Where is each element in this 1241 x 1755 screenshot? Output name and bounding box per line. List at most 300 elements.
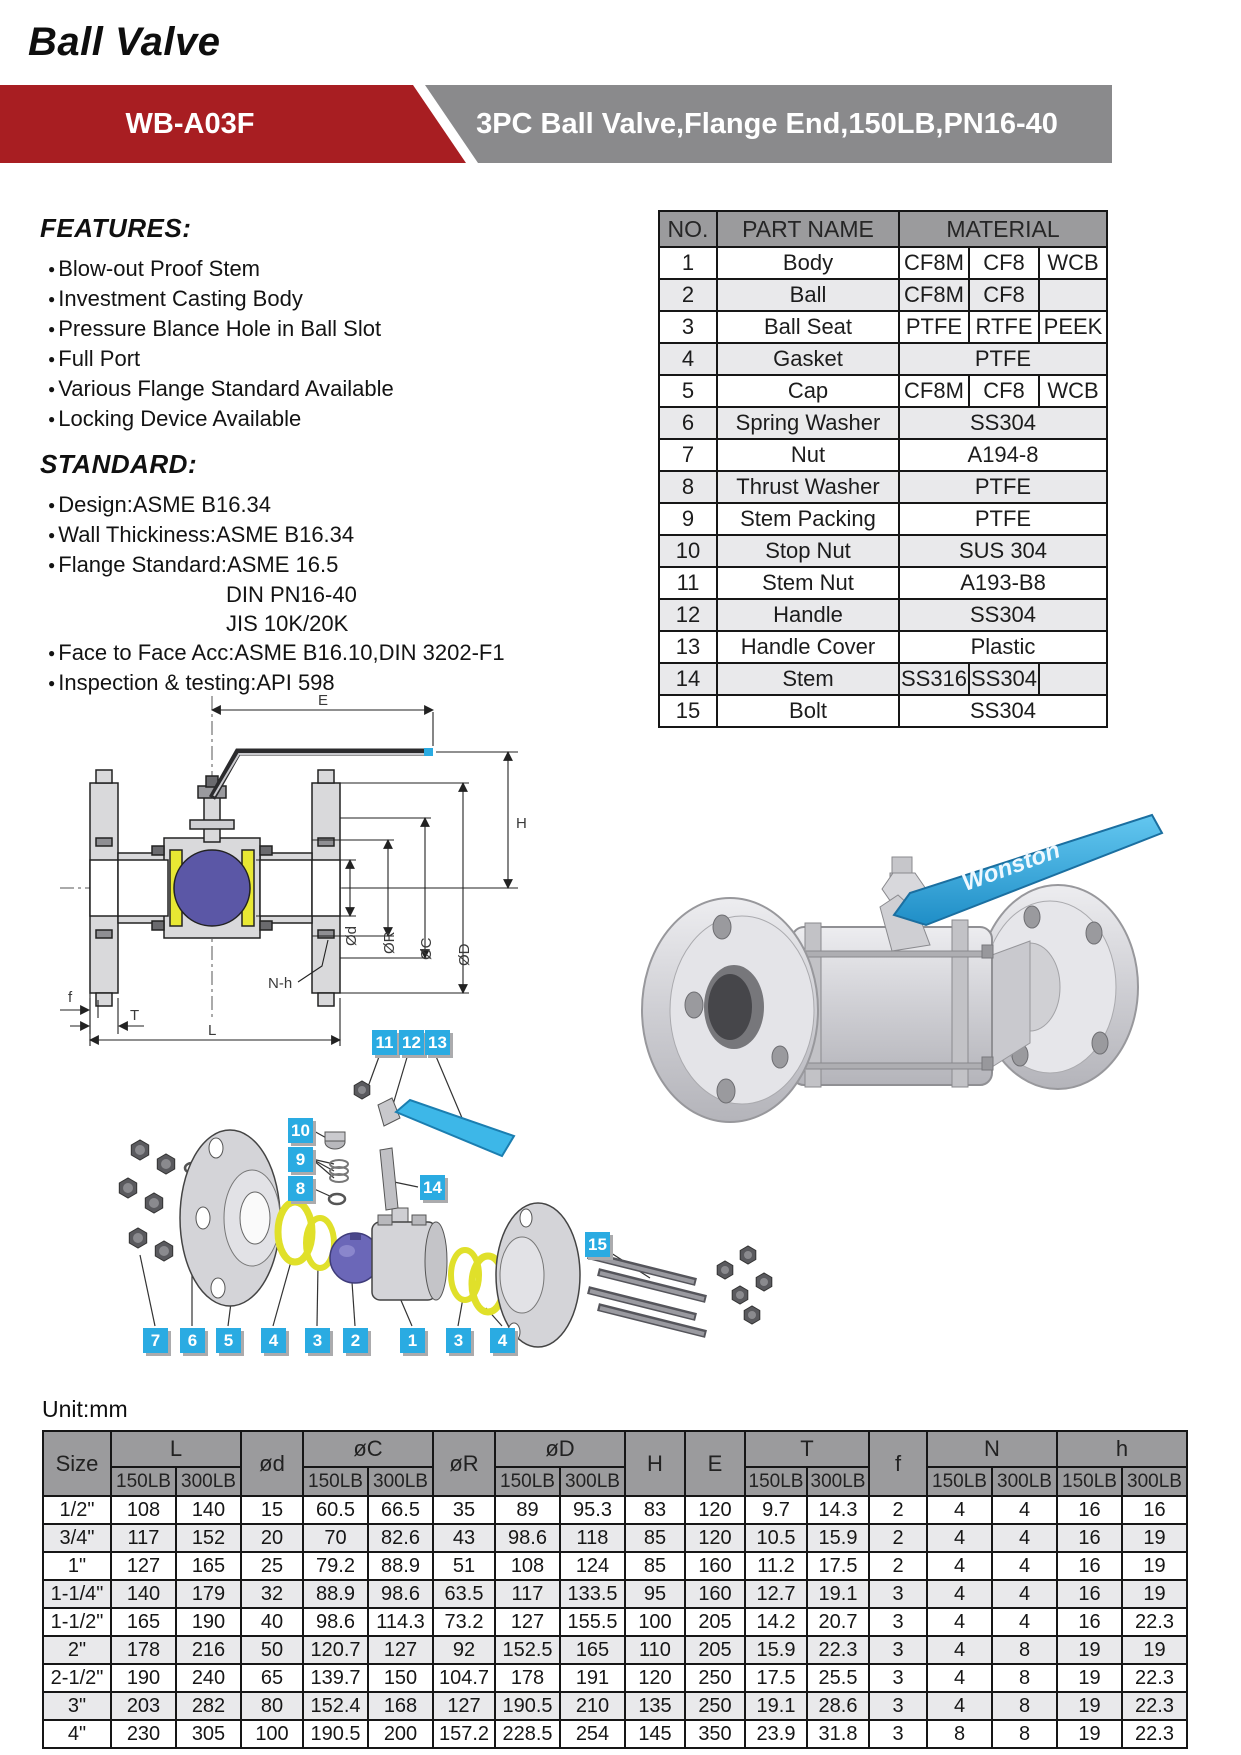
dims-cell: 19	[1057, 1720, 1122, 1748]
dims-subcol-header: 300LB	[807, 1467, 869, 1496]
hex-nut-face	[149, 1198, 159, 1208]
part-name: Spring Washer	[717, 407, 899, 439]
dims-cell: 88.9	[368, 1552, 433, 1580]
dims-cell: 114.3	[368, 1608, 433, 1636]
dims-cell: 3	[869, 1580, 927, 1608]
dims-cell: 85	[625, 1552, 685, 1580]
parts-table-row	[659, 471, 1107, 503]
part-material: PTFE	[899, 503, 1107, 535]
part-no: 12	[659, 599, 717, 631]
part-callout: 7	[143, 1328, 168, 1353]
dims-table-row	[43, 1720, 1187, 1748]
dims-cell: 8	[927, 1720, 992, 1748]
dims-subcol-header: 300LB	[1122, 1467, 1187, 1496]
parts-table-row	[659, 663, 1107, 695]
feature-item: ● Pressure Blance Hole in Ball Slot	[40, 314, 610, 344]
dims-cell: 4"	[43, 1720, 111, 1748]
dims-cell: 98.6	[495, 1524, 560, 1552]
part-name: Body	[717, 247, 899, 279]
parts-table-row	[659, 631, 1107, 663]
dims-subcol-header: 150LB	[1057, 1467, 1122, 1496]
part-material: PEEK	[1039, 311, 1107, 343]
dims-cell: 25	[241, 1552, 303, 1580]
dims-cell: 165	[176, 1552, 241, 1580]
parts-table-row	[659, 375, 1107, 407]
dims-cell: 19	[1122, 1636, 1187, 1664]
standard-list	[40, 490, 610, 698]
part-material: CF8	[969, 375, 1039, 407]
parts-table-row	[659, 247, 1107, 279]
part-no: 8	[659, 471, 717, 503]
dims-cell: 15.9	[745, 1636, 807, 1664]
part-callout: 5	[216, 1328, 241, 1353]
dim-label-L: L	[208, 1022, 217, 1039]
dims-cell: 140	[176, 1496, 241, 1524]
part-material: A194-8	[899, 439, 1107, 471]
part-callout: 13	[425, 1030, 450, 1055]
flange-part-right	[496, 1203, 580, 1347]
hex-nut-face	[135, 1145, 145, 1155]
dims-cell: 14.3	[807, 1496, 869, 1524]
dims-cell: 19	[1122, 1524, 1187, 1552]
dims-cell: 4	[927, 1524, 992, 1552]
dims-col-header: T	[745, 1431, 869, 1467]
dims-cell: 3	[869, 1692, 927, 1720]
parts-col-name: PART NAME	[717, 211, 899, 247]
part-material: PTFE	[899, 311, 969, 343]
part-name: Thrust Washer	[717, 471, 899, 503]
dims-cell: 35	[433, 1496, 495, 1524]
part-material: CF8M	[899, 247, 969, 279]
dims-cell: 190	[111, 1664, 176, 1692]
dims-cell: 82.6	[368, 1524, 433, 1552]
dims-cell: 22.3	[1122, 1664, 1187, 1692]
dims-cell: 120	[685, 1496, 745, 1524]
part-material: WCB	[1039, 375, 1107, 407]
dims-cell: 165	[560, 1636, 625, 1664]
hex-nut-face	[133, 1233, 143, 1243]
dims-cell: 254	[560, 1720, 625, 1748]
standard-item: ● Design:ASME B16.34	[40, 490, 610, 520]
dims-cell: 4	[927, 1496, 992, 1524]
part-no: 4	[659, 343, 717, 375]
handle-brand-label: Wonston	[958, 836, 1064, 897]
dims-cell: 2-1/2"	[43, 1664, 111, 1692]
dims-cell: 4	[927, 1692, 992, 1720]
parts-table-row	[659, 695, 1107, 727]
dims-cell: 139.7	[303, 1664, 368, 1692]
dims-cell: 2	[869, 1552, 927, 1580]
dims-cell: 3	[869, 1636, 927, 1664]
dims-cell: 19	[1057, 1692, 1122, 1720]
part-material: A193-B8	[899, 567, 1107, 599]
dims-cell: 282	[176, 1692, 241, 1720]
dims-cell: 4	[992, 1524, 1057, 1552]
dims-table-row	[43, 1664, 1187, 1692]
dims-col-header: h	[1057, 1431, 1187, 1467]
dims-cell: 3	[869, 1664, 927, 1692]
part-material: SS304	[899, 407, 1107, 439]
dims-cell: 250	[685, 1692, 745, 1720]
dims-cell: 8	[992, 1692, 1057, 1720]
dims-cell: 4	[992, 1496, 1057, 1524]
dims-cell: 16	[1057, 1552, 1122, 1580]
part-name: Handle	[717, 599, 899, 631]
dims-cell: 16	[1057, 1608, 1122, 1636]
dims-header-row	[43, 1431, 1187, 1467]
dims-cell: 190.5	[495, 1692, 560, 1720]
hex-nut-face	[736, 1291, 744, 1299]
dims-subcol-header: 150LB	[745, 1467, 807, 1496]
dims-cell: 20.7	[807, 1608, 869, 1636]
dims-cell: 127	[433, 1692, 495, 1720]
hex-nut-face	[760, 1278, 768, 1286]
dims-col-header: f	[869, 1431, 927, 1496]
dims-cell: 120.7	[303, 1636, 368, 1664]
dims-cell: 85	[625, 1524, 685, 1552]
dims-cell: 228.5	[495, 1720, 560, 1748]
feature-item: ● Full Port	[40, 344, 610, 374]
part-no: 13	[659, 631, 717, 663]
parts-col-material: MATERIAL	[899, 211, 1107, 247]
part-material: WCB	[1039, 247, 1107, 279]
part-callout: 2	[343, 1328, 368, 1353]
dims-cell: 4	[992, 1552, 1057, 1580]
hex-nut-face	[358, 1086, 366, 1094]
dims-subcol-header: 150LB	[303, 1467, 368, 1496]
part-no: 10	[659, 535, 717, 567]
part-callout: 14	[420, 1175, 445, 1200]
part-no: 15	[659, 695, 717, 727]
part-material: SS304	[969, 663, 1039, 695]
model-code: WB-A03F	[125, 108, 255, 140]
parts-header-row	[659, 211, 1107, 247]
dims-cell: 16	[1057, 1580, 1122, 1608]
dims-cell: 135	[625, 1692, 685, 1720]
part-no: 3	[659, 311, 717, 343]
dims-subcol-header: 150LB	[495, 1467, 560, 1496]
part-name: Stem Nut	[717, 567, 899, 599]
part-name: Stem Packing	[717, 503, 899, 535]
dims-cell: 16	[1057, 1496, 1122, 1524]
dims-cell: 350	[685, 1720, 745, 1748]
dims-cell: 160	[685, 1552, 745, 1580]
parts-table-row	[659, 439, 1107, 471]
part-material: PTFE	[899, 471, 1107, 503]
part-name: Gasket	[717, 343, 899, 375]
dims-cell: 89	[495, 1496, 560, 1524]
dims-cell: 127	[111, 1552, 176, 1580]
standard-section	[40, 449, 610, 698]
dims-cell: 32	[241, 1580, 303, 1608]
dims-cell: 4	[992, 1580, 1057, 1608]
dims-subheader-row	[43, 1467, 1187, 1496]
dims-cell: 178	[111, 1636, 176, 1664]
dims-cell: 133.5	[560, 1580, 625, 1608]
dims-cell: 50	[241, 1636, 303, 1664]
dims-cell: 40	[241, 1608, 303, 1636]
part-no: 1	[659, 247, 717, 279]
dims-cell: 60.5	[303, 1496, 368, 1524]
dims-cell: 203	[111, 1692, 176, 1720]
dims-cell: 19	[1122, 1552, 1187, 1580]
parts-table-row	[659, 343, 1107, 375]
dim-label-f: f	[68, 989, 73, 1006]
dims-cell: 1-1/2"	[43, 1608, 111, 1636]
dims-col-header: L	[111, 1431, 241, 1467]
dims-cell: 117	[111, 1524, 176, 1552]
part-callout: 3	[446, 1328, 471, 1353]
dims-table-row	[43, 1608, 1187, 1636]
dims-cell: 108	[495, 1552, 560, 1580]
dims-cell: 66.5	[368, 1496, 433, 1524]
hex-nut-face	[721, 1266, 729, 1274]
dims-table-row	[43, 1552, 1187, 1580]
dims-cell: 51	[433, 1552, 495, 1580]
handle-part	[396, 1100, 514, 1156]
dims-cell: 31.8	[807, 1720, 869, 1748]
part-material: CF8M	[899, 279, 969, 311]
dims-subcol-header: 300LB	[560, 1467, 625, 1496]
standard-item: ● Wall Thickiness:ASME B16.34	[40, 520, 610, 550]
dims-cell: 205	[685, 1636, 745, 1664]
flange-part	[180, 1130, 280, 1306]
parts-table-row	[659, 407, 1107, 439]
dims-cell: 155.5	[560, 1608, 625, 1636]
dims-col-header: ød	[241, 1431, 303, 1496]
feature-item: ● Various Flange Standard Available	[40, 374, 610, 404]
dim-label-Nh: N-h	[268, 975, 293, 992]
dims-cell: 79.2	[303, 1552, 368, 1580]
part-callout: 4	[261, 1328, 286, 1353]
dims-cell: 145	[625, 1720, 685, 1748]
dims-col-header: øR	[433, 1431, 495, 1496]
dims-cell: 216	[176, 1636, 241, 1664]
dims-cell: 305	[176, 1720, 241, 1748]
dims-cell: 127	[495, 1608, 560, 1636]
dims-cell: 124	[560, 1552, 625, 1580]
dim-label-od: Ød	[343, 925, 360, 946]
part-callout: 3	[305, 1328, 330, 1353]
dims-table-row	[43, 1692, 1187, 1720]
part-material: RTFE	[969, 311, 1039, 343]
dims-subcol-header: 150LB	[927, 1467, 992, 1496]
header-banner	[0, 85, 1112, 163]
dims-cell: 191	[560, 1664, 625, 1692]
dim-label-oR: ØR	[381, 931, 398, 954]
dims-cell: 16	[1122, 1496, 1187, 1524]
dims-table-row	[43, 1636, 1187, 1664]
dims-cell: 200	[368, 1720, 433, 1748]
dim-label-oC: ØC	[418, 937, 435, 960]
feature-item: ● Investment Casting Body	[40, 284, 610, 314]
feature-item: ● Locking Device Available	[40, 404, 610, 434]
dims-cell: 15.9	[807, 1524, 869, 1552]
dims-cell: 118	[560, 1524, 625, 1552]
dims-cell: 4	[927, 1664, 992, 1692]
part-name: Nut	[717, 439, 899, 471]
dims-cell: 92	[433, 1636, 495, 1664]
dims-cell: 4	[927, 1636, 992, 1664]
dims-cell: 8	[992, 1664, 1057, 1692]
dims-col-header: E	[685, 1431, 745, 1496]
dims-cell: 1"	[43, 1552, 111, 1580]
part-callout: 4	[490, 1328, 515, 1353]
dims-cell: 63.5	[433, 1580, 495, 1608]
dims-cell: 15	[241, 1496, 303, 1524]
parts-table-row	[659, 503, 1107, 535]
part-no: 9	[659, 503, 717, 535]
dims-cell: 19	[1122, 1580, 1187, 1608]
dims-col-header: H	[625, 1431, 685, 1496]
dims-cell: 230	[111, 1720, 176, 1748]
product-subtitle: 3PC Ball Valve,Flange End,150LB,PN16-40	[476, 108, 1058, 140]
dims-cell: 19.1	[807, 1580, 869, 1608]
dims-cell: 20	[241, 1524, 303, 1552]
dims-cell: 165	[111, 1608, 176, 1636]
dims-cell: 22.3	[1122, 1720, 1187, 1748]
dims-cell: 140	[111, 1580, 176, 1608]
features-section	[40, 213, 610, 434]
dims-cell: 4	[927, 1580, 992, 1608]
dims-cell: 100	[625, 1608, 685, 1636]
part-no: 6	[659, 407, 717, 439]
dims-cell: 25.5	[807, 1664, 869, 1692]
dims-cell: 178	[495, 1664, 560, 1692]
dims-cell: 2	[869, 1496, 927, 1524]
hex-nut-face	[744, 1251, 752, 1259]
dims-subcol-header: 300LB	[368, 1467, 433, 1496]
part-no: 11	[659, 567, 717, 599]
parts-table-row	[659, 567, 1107, 599]
dims-cell: 43	[433, 1524, 495, 1552]
part-callout: 8	[288, 1176, 313, 1201]
dims-cell: 157.2	[433, 1720, 495, 1748]
part-no: 14	[659, 663, 717, 695]
body-part	[372, 1208, 447, 1300]
part-name: Cap	[717, 375, 899, 407]
page-title: Ball Valve	[28, 20, 221, 64]
part-material: SS304	[899, 695, 1107, 727]
dims-cell: 1-1/4"	[43, 1580, 111, 1608]
dims-cell: 95	[625, 1580, 685, 1608]
dims-cell: 160	[685, 1580, 745, 1608]
part-name: Stop Nut	[717, 535, 899, 567]
dims-subcol-header: 300LB	[176, 1467, 241, 1496]
dims-cell: 127	[368, 1636, 433, 1664]
dim-label-oD: ØD	[456, 943, 473, 966]
part-material: CF8	[969, 279, 1039, 311]
dims-cell: 80	[241, 1692, 303, 1720]
dims-cell: 120	[685, 1524, 745, 1552]
dims-cell: 17.5	[807, 1552, 869, 1580]
dims-cell: 205	[685, 1608, 745, 1636]
part-material	[1039, 279, 1107, 311]
part-material: SS304	[899, 599, 1107, 631]
dims-cell: 3	[869, 1608, 927, 1636]
dims-cell: 11.2	[745, 1552, 807, 1580]
dims-col-header: øD	[495, 1431, 625, 1467]
hex-nut-face	[161, 1159, 171, 1169]
ball-section	[174, 850, 250, 926]
part-name: Bolt	[717, 695, 899, 727]
part-callout: 12	[399, 1030, 424, 1055]
dims-table-row	[43, 1580, 1187, 1608]
features-heading: FEATURES:	[40, 213, 192, 243]
part-name: Handle Cover	[717, 631, 899, 663]
dims-cell: 12.7	[745, 1580, 807, 1608]
dimensions-table	[42, 1430, 1188, 1749]
dims-table-row	[43, 1524, 1187, 1552]
standard-subline: DIN PN16-40	[226, 582, 357, 607]
parts-table-row	[659, 535, 1107, 567]
dims-cell: 8	[992, 1720, 1057, 1748]
part-material: SS316	[899, 663, 969, 695]
part-no: 7	[659, 439, 717, 471]
unit-label: Unit:mm	[42, 1396, 128, 1422]
dims-cell: 3"	[43, 1692, 111, 1720]
dims-cell: 22.3	[1122, 1608, 1187, 1636]
dims-cell: 22.3	[1122, 1692, 1187, 1720]
part-callout: 6	[180, 1328, 205, 1353]
parts-material-table	[658, 210, 1108, 728]
dims-col-header: N	[927, 1431, 1057, 1467]
parts-col-no: NO.	[659, 211, 717, 247]
dims-subcol-header: 300LB	[992, 1467, 1057, 1496]
standard-item: ● Flange Standard:ASME 16.5	[40, 550, 610, 580]
dims-cell: 8	[992, 1636, 1057, 1664]
dims-cell: 70	[303, 1524, 368, 1552]
exploded-view-diagram	[40, 960, 840, 1380]
dims-cell: 3	[869, 1720, 927, 1748]
dims-cell: 73.2	[433, 1608, 495, 1636]
dims-cell: 190	[176, 1608, 241, 1636]
dims-cell: 3/4"	[43, 1524, 111, 1552]
part-callout: 1	[400, 1328, 425, 1353]
part-callout: 11	[372, 1030, 397, 1055]
dims-cell: 19	[1057, 1636, 1122, 1664]
dims-cell: 28.6	[807, 1692, 869, 1720]
hex-nut-face	[159, 1246, 169, 1256]
hex-nut-face	[748, 1311, 756, 1319]
dims-cell: 17.5	[745, 1664, 807, 1692]
dims-cell: 2"	[43, 1636, 111, 1664]
standard-heading: STANDARD:	[40, 449, 198, 479]
dims-subcol-header: 150LB	[111, 1467, 176, 1496]
dims-cell: 168	[368, 1692, 433, 1720]
exploded-parts	[119, 1081, 772, 1347]
standard-item: ● Inspection & testing:API 598	[40, 668, 610, 698]
dims-cell: 83	[625, 1496, 685, 1524]
dims-cell: 4	[927, 1552, 992, 1580]
dims-cell: 88.9	[303, 1580, 368, 1608]
dims-cell: 19.1	[745, 1692, 807, 1720]
dims-cell: 98.6	[303, 1608, 368, 1636]
dims-cell: 22.3	[807, 1636, 869, 1664]
hex-nut-face	[123, 1183, 133, 1193]
dims-cell: 190.5	[303, 1720, 368, 1748]
feature-item: ● Blow-out Proof Stem	[40, 254, 610, 284]
standard-subline: JIS 10K/20K	[226, 611, 349, 636]
dims-cell: 104.7	[433, 1664, 495, 1692]
part-name: Stem	[717, 663, 899, 695]
dims-cell: 152.5	[495, 1636, 560, 1664]
parts-table-row	[659, 279, 1107, 311]
part-material: CF8M	[899, 375, 969, 407]
dims-cell: 98.6	[368, 1580, 433, 1608]
dim-label-H: H	[516, 815, 527, 832]
dims-cell: 210	[560, 1692, 625, 1720]
